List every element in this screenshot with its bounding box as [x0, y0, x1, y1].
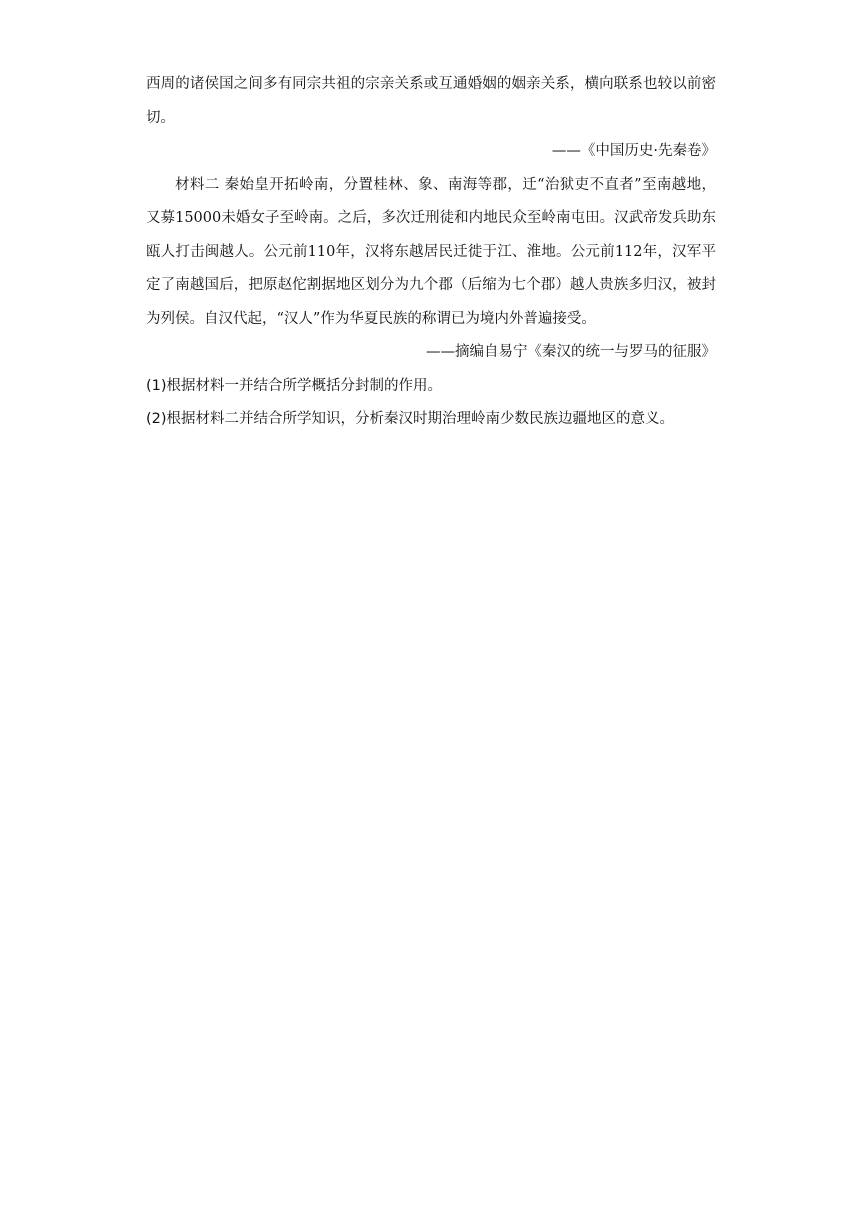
question-2: (2)根据材料二并结合所学知识，分析秦汉时期治理岭南少数民族边疆地区的意义。	[146, 411, 675, 427]
question-content	[146, 68, 716, 437]
question-1: (1)根据材料一并结合所学概括分封制的作用。	[146, 377, 443, 394]
material-2-source: ——摘编自易宁《秦汉的统一与罗马的征服》	[426, 344, 716, 360]
material-1-source: ——《中国历史·先秦卷》	[551, 143, 716, 159]
material-2-text: 材料二 秦始皇开拓岭南，分置桂林、象、南海等郡，迁“治狱吏不直者”至南越地，又募15000未婚女子至岭南。之后，多次迁刑徒和内地民众至岭南屯田。汉武帝发兵助东瓯人打击闽越人。公元前110年，汉将东越居民迁徙于江、淮地。公元前112年，汉军平定了南越国后，把原赵佗割据地区划分为九个郡（后缩为七个郡）越人贵族多归汉，被封为列侯。自汉代起，“汉人”作为华夏民族的称谓已为境内外普遍接受。	[146, 176, 716, 327]
material-1-text: 西周的诸侯国之间多有同宗共祖的宗亲关系或互通婚姻的姻亲关系，横向联系也较以前密切。	[146, 76, 716, 126]
